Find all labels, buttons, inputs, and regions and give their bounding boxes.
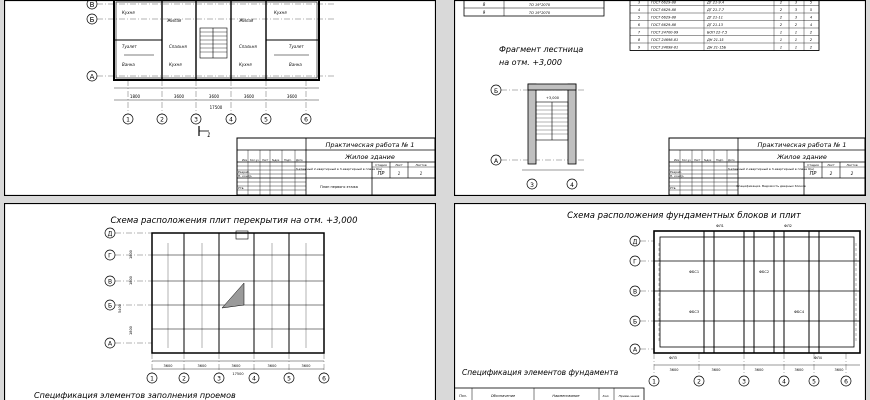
- svg-text:4: 4: [637, 8, 641, 12]
- svg-text:3600: 3600: [197, 364, 207, 368]
- svg-text:Лист: Лист: [827, 163, 835, 167]
- stair-symbol: [200, 28, 227, 58]
- svg-text:Д: Д: [107, 230, 113, 238]
- room-label: Жилая: [167, 18, 182, 23]
- svg-text:Обозначение: Обозначение: [490, 394, 516, 398]
- svg-text:Дата: Дата: [296, 159, 303, 162]
- floor-slabs-drawing: [4, 203, 436, 400]
- axis-v-3: [105, 276, 115, 286]
- svg-text:А: А: [493, 158, 499, 165]
- svg-text:2: 2: [779, 23, 783, 27]
- svg-text:ГОСТ 6629-88: ГОСТ 6629-88: [651, 8, 677, 12]
- axis-v-3: [87, 71, 97, 81]
- svg-text:1: 1: [794, 38, 798, 42]
- axis-h-3: [214, 373, 224, 383]
- svg-text:2: 2: [809, 38, 813, 42]
- stamp-lit: ПР: [809, 171, 817, 177]
- svg-text:№док: №док: [272, 159, 280, 162]
- svg-text:ТО 19°2070: ТО 19°2070: [529, 3, 551, 7]
- svg-text:1800: 1800: [129, 276, 133, 285]
- dimension-total: 17500: [209, 105, 223, 110]
- room-label: Туалет: [289, 44, 304, 49]
- svg-text:6: 6: [637, 23, 641, 27]
- svg-text:1: 1: [794, 30, 798, 35]
- svg-text:3: 3: [794, 0, 798, 5]
- svg-text:9: 9: [482, 10, 486, 15]
- floor-plan-drawing: [4, 0, 436, 196]
- axis-h-5: [284, 373, 294, 383]
- svg-text:Утв.: Утв.: [670, 186, 677, 190]
- axis-v-2: [630, 256, 640, 266]
- svg-text:3: 3: [217, 375, 221, 383]
- axis-v-b: [491, 85, 501, 95]
- axis-column-left: [630, 236, 654, 354]
- svg-text:Н. контр.: Н. контр.: [670, 174, 685, 178]
- gost-spec-table: [630, 0, 819, 51]
- axis-h-2: [179, 373, 189, 383]
- svg-text:Приме-чание: Приме-чание: [618, 394, 640, 398]
- svg-text:1: 1: [779, 38, 783, 42]
- svg-text:2: 2: [697, 378, 701, 386]
- svg-text:ДГ 21-11: ДГ 21-11: [707, 15, 723, 20]
- room-label: Кухня: [122, 10, 135, 15]
- svg-text:№док: №док: [704, 159, 712, 162]
- svg-text:1: 1: [126, 116, 130, 124]
- stamp-header: Лист: [395, 163, 403, 167]
- svg-text:7: 7: [637, 30, 641, 35]
- svg-text:ГОСТ 6629-88: ГОСТ 6629-88: [651, 15, 677, 20]
- block-mark: ФЛ3: [669, 356, 677, 360]
- svg-text:ГОСТ 6629-88: ГОСТ 6629-88: [651, 0, 677, 5]
- room-label: Жилая: [239, 18, 254, 23]
- svg-text:3: 3: [742, 378, 746, 386]
- svg-text:Поз.: Поз.: [459, 394, 467, 398]
- svg-text:3600: 3600: [754, 368, 764, 372]
- block-mark: ФЛ2: [784, 224, 792, 228]
- svg-text:А: А: [632, 346, 638, 354]
- sheet-title: Схема расположения фундаментных блоков и плит: [567, 211, 801, 221]
- svg-text:ТО 19°2070: ТО 19°2070: [529, 11, 551, 15]
- stamp-header: Листов: [415, 163, 427, 167]
- axis-v-2: [105, 250, 115, 260]
- spec-title: Спецификация элементов заполнения проемов: [34, 391, 236, 400]
- svg-text:2: 2: [809, 30, 813, 35]
- room-label: Кухня: [169, 62, 182, 67]
- level-mark: +3,000: [546, 96, 559, 100]
- svg-text:1800: 1800: [129, 250, 133, 259]
- svg-text:2: 2: [779, 15, 783, 20]
- axis-h-4: [567, 179, 577, 189]
- svg-text:ГОСТ 24698-81: ГОСТ 24698-81: [651, 38, 679, 42]
- axis-v-a: [491, 155, 501, 165]
- svg-text:1800: 1800: [129, 326, 133, 335]
- svg-text:Лист: Лист: [262, 159, 269, 162]
- svg-text:Б: Б: [493, 88, 499, 95]
- block-mark: ФЛ1: [716, 224, 724, 228]
- room-label: Туалет: [122, 44, 137, 49]
- foundation-spec-table: [454, 388, 644, 400]
- svg-text:Лист: Лист: [694, 159, 701, 162]
- svg-text:1: 1: [779, 45, 783, 50]
- svg-text:5: 5: [812, 378, 816, 386]
- stair-fragment-drawing: [454, 0, 866, 196]
- svg-text:Листов: Листов: [846, 163, 858, 167]
- svg-text:Утв.: Утв.: [238, 186, 245, 190]
- axis-h-3: [739, 376, 749, 386]
- svg-text:Подп.: Подп.: [284, 159, 292, 162]
- dimension-label: 3600: [243, 94, 255, 99]
- spec-title: Спецификация элементов фундамента: [462, 368, 619, 377]
- dimension-label: 3600: [173, 94, 185, 99]
- svg-text:Стадия: Стадия: [807, 163, 819, 167]
- axis-v-1: [630, 236, 640, 246]
- stamp-lit: ПР: [377, 171, 385, 177]
- stamp-title: Практическая работа № 1: [325, 141, 415, 149]
- svg-text:ДГ 21-9.4: ДГ 21-9.4: [707, 0, 725, 5]
- svg-text:5: 5: [809, 0, 813, 5]
- svg-text:5: 5: [287, 375, 291, 383]
- svg-text:3600: 3600: [834, 368, 844, 372]
- drawing-sheet-floor-slabs: [4, 203, 436, 400]
- axis-v-4: [630, 316, 640, 326]
- svg-text:5400: 5400: [118, 304, 122, 313]
- block-mark: ФБС1: [689, 270, 700, 274]
- room-label: Кухня: [274, 10, 287, 15]
- svg-text:4: 4: [809, 23, 813, 27]
- svg-text:3: 3: [794, 15, 798, 20]
- svg-text:3: 3: [794, 8, 798, 12]
- room-label: Кухня: [239, 62, 252, 67]
- svg-text:4: 4: [809, 15, 813, 20]
- dimension-label: 1800: [129, 94, 141, 99]
- svg-text:Н. контр.: Н. контр.: [238, 174, 253, 178]
- svg-text:6: 6: [844, 378, 848, 386]
- axis-h-4: [249, 373, 259, 383]
- slab-grid: [152, 233, 324, 353]
- svg-text:Б: Б: [107, 302, 113, 310]
- axis-row-bottom: [147, 353, 329, 383]
- svg-text:1: 1: [794, 45, 798, 50]
- axis-h-5: [261, 114, 271, 124]
- svg-text:ГОСТ 6629-88: ГОСТ 6629-88: [651, 23, 677, 27]
- sheet-title: Схема расположения плит перекрытия на отм. +3,000: [110, 216, 358, 226]
- svg-text:5: 5: [809, 8, 813, 12]
- stamp-sheet-no: 1: [397, 171, 401, 176]
- stair-plan: [491, 84, 584, 189]
- svg-text:4: 4: [252, 375, 256, 383]
- svg-text:2: 2: [779, 0, 783, 5]
- svg-text:Разраб.: Разраб.: [238, 170, 250, 174]
- drawing-sheet-floor-plan: [4, 0, 436, 196]
- axis-h-6: [841, 376, 851, 386]
- svg-text:Б: Б: [632, 318, 638, 326]
- svg-text:2: 2: [794, 23, 798, 27]
- stamp-sheet-text: Спецификация. Ведомость дверных блоков: [736, 184, 806, 188]
- svg-text:Разраб.: Разраб.: [670, 170, 682, 174]
- svg-text:Подп.: Подп.: [716, 159, 724, 162]
- axis-h-4: [226, 114, 236, 124]
- block-mark: ФЛ4: [814, 356, 822, 360]
- svg-text:3600: 3600: [711, 368, 721, 372]
- svg-text:8: 8: [637, 38, 641, 42]
- svg-text:3: 3: [194, 116, 198, 124]
- foundation-drawing: [454, 203, 866, 400]
- block-mark: ФБС2: [759, 270, 770, 274]
- svg-text:2: 2: [182, 375, 186, 383]
- drawing-sheet-foundation: [454, 203, 866, 400]
- room-label: Спальня: [169, 44, 187, 49]
- section-mark: 1: [207, 132, 211, 139]
- svg-text:В: В: [632, 288, 638, 296]
- axis-v-5: [630, 344, 640, 354]
- svg-text:4: 4: [229, 116, 233, 124]
- stamp-description: 3-этажный 2-квартирный в 3-квартирный в плане 6(н): [295, 167, 383, 171]
- axis-h-2: [694, 376, 704, 386]
- stamp-title: Практическая работа № 1: [757, 141, 847, 149]
- axis-h-3: [527, 179, 537, 189]
- axis-h-1: [147, 373, 157, 383]
- svg-text:ДГ 21-7.7: ДГ 21-7.7: [707, 8, 725, 12]
- svg-text:В: В: [89, 1, 95, 9]
- fragment-title: Фрагмент лестница: [499, 45, 584, 54]
- svg-text:3: 3: [530, 182, 534, 189]
- svg-text:3600: 3600: [669, 368, 679, 372]
- svg-text:6: 6: [322, 375, 326, 383]
- dimension-label: 3600: [286, 94, 298, 99]
- svg-text:ДГ 21-13: ДГ 21-13: [707, 23, 723, 27]
- svg-text:Б: Б: [89, 16, 95, 24]
- svg-text:ДН 21-15Б: ДН 21-15Б: [707, 45, 727, 50]
- stamp-description: 3-этажный 2-квартирный в 3-квартирный в плане 6(н): [727, 167, 815, 171]
- axis-h-1: [649, 376, 659, 386]
- svg-text:5: 5: [637, 15, 641, 20]
- svg-text:ДН 21-15: ДН 21-15: [707, 38, 724, 42]
- svg-text:Г: Г: [633, 258, 637, 266]
- axis-h-1: [123, 114, 133, 124]
- svg-text:В: В: [107, 278, 113, 286]
- axis-v-3: [630, 286, 640, 296]
- title-block: [669, 138, 865, 195]
- svg-text:ГОСТ 24700-99: ГОСТ 24700-99: [651, 30, 679, 35]
- svg-text:Кол.уч: Кол.уч: [682, 159, 691, 162]
- svg-text:Наименование: Наименование: [552, 394, 580, 398]
- axis-h-3: [191, 114, 201, 124]
- svg-text:2: 2: [160, 116, 164, 124]
- axis-v-2: [87, 14, 97, 24]
- fragment-title-level: на отм. +3,000: [499, 58, 562, 67]
- axis-h-6: [301, 114, 311, 124]
- svg-text:3600: 3600: [301, 364, 311, 368]
- svg-text:9: 9: [637, 45, 641, 50]
- stamp-sheet-no: 2: [829, 171, 833, 176]
- room-label: Ванна: [289, 62, 302, 67]
- room-label: Ванна: [122, 62, 135, 67]
- axis-v-1: [87, 0, 97, 9]
- stamp-sheet-text: План первого этажа: [320, 185, 358, 189]
- foundation-plan: [654, 231, 860, 353]
- svg-text:4: 4: [570, 182, 574, 189]
- room-label: Спальня: [239, 44, 257, 49]
- axis-row-bottom: [123, 80, 311, 124]
- svg-text:4: 4: [782, 378, 786, 386]
- svg-text:3600: 3600: [794, 368, 804, 372]
- svg-text:8: 8: [482, 2, 486, 7]
- stamp-header: Стадия: [375, 163, 387, 167]
- svg-text:2: 2: [809, 45, 813, 50]
- title-block: [237, 138, 435, 195]
- svg-text:5: 5: [264, 116, 268, 124]
- svg-text:А: А: [89, 73, 95, 81]
- axis-h-5: [809, 376, 819, 386]
- axis-h-4: [779, 376, 789, 386]
- svg-text:1: 1: [779, 30, 783, 35]
- svg-text:Кол.: Кол.: [602, 394, 610, 398]
- stamp-subtitle: Жилое здание: [345, 153, 395, 161]
- drawing-sheet-stair-fragment: [454, 0, 866, 196]
- stamp-sheets: 1: [419, 171, 423, 176]
- svg-text:ГОСТ 24698-81: ГОСТ 24698-81: [651, 45, 679, 50]
- svg-text:Дата: Дата: [728, 159, 735, 162]
- door-spec-table: [464, 0, 604, 16]
- axis-h-2: [157, 114, 167, 124]
- axis-h-6: [319, 373, 329, 383]
- svg-text:3600: 3600: [231, 364, 241, 368]
- svg-text:1: 1: [652, 378, 656, 386]
- svg-text:3600: 3600: [163, 364, 173, 368]
- axis-v-4: [105, 300, 115, 310]
- svg-text:3600: 3600: [267, 364, 277, 368]
- svg-text:Кол.уч: Кол.уч: [250, 159, 259, 162]
- svg-text:Изм: Изм: [674, 159, 680, 162]
- svg-text:Изм: Изм: [242, 159, 248, 162]
- svg-text:Д: Д: [632, 238, 638, 246]
- svg-text:2: 2: [779, 8, 783, 12]
- stamp-subtitle: Жилое здание: [777, 153, 827, 161]
- axis-v-1: [105, 228, 115, 238]
- svg-text:БОП 22-7.5: БОП 22-7.5: [707, 30, 728, 35]
- svg-text:А: А: [107, 340, 113, 348]
- dimension-total: 17500: [232, 372, 244, 376]
- svg-text:6: 6: [304, 116, 308, 124]
- stamp-sheets: 2: [850, 171, 854, 176]
- block-mark: ФБС3: [689, 310, 700, 314]
- axis-v-5: [105, 338, 115, 348]
- svg-text:Г: Г: [108, 252, 112, 260]
- block-mark: ФБС4: [794, 310, 805, 314]
- svg-text:3: 3: [637, 0, 641, 5]
- svg-text:1: 1: [150, 375, 154, 383]
- dimension-label: 3600: [208, 94, 220, 99]
